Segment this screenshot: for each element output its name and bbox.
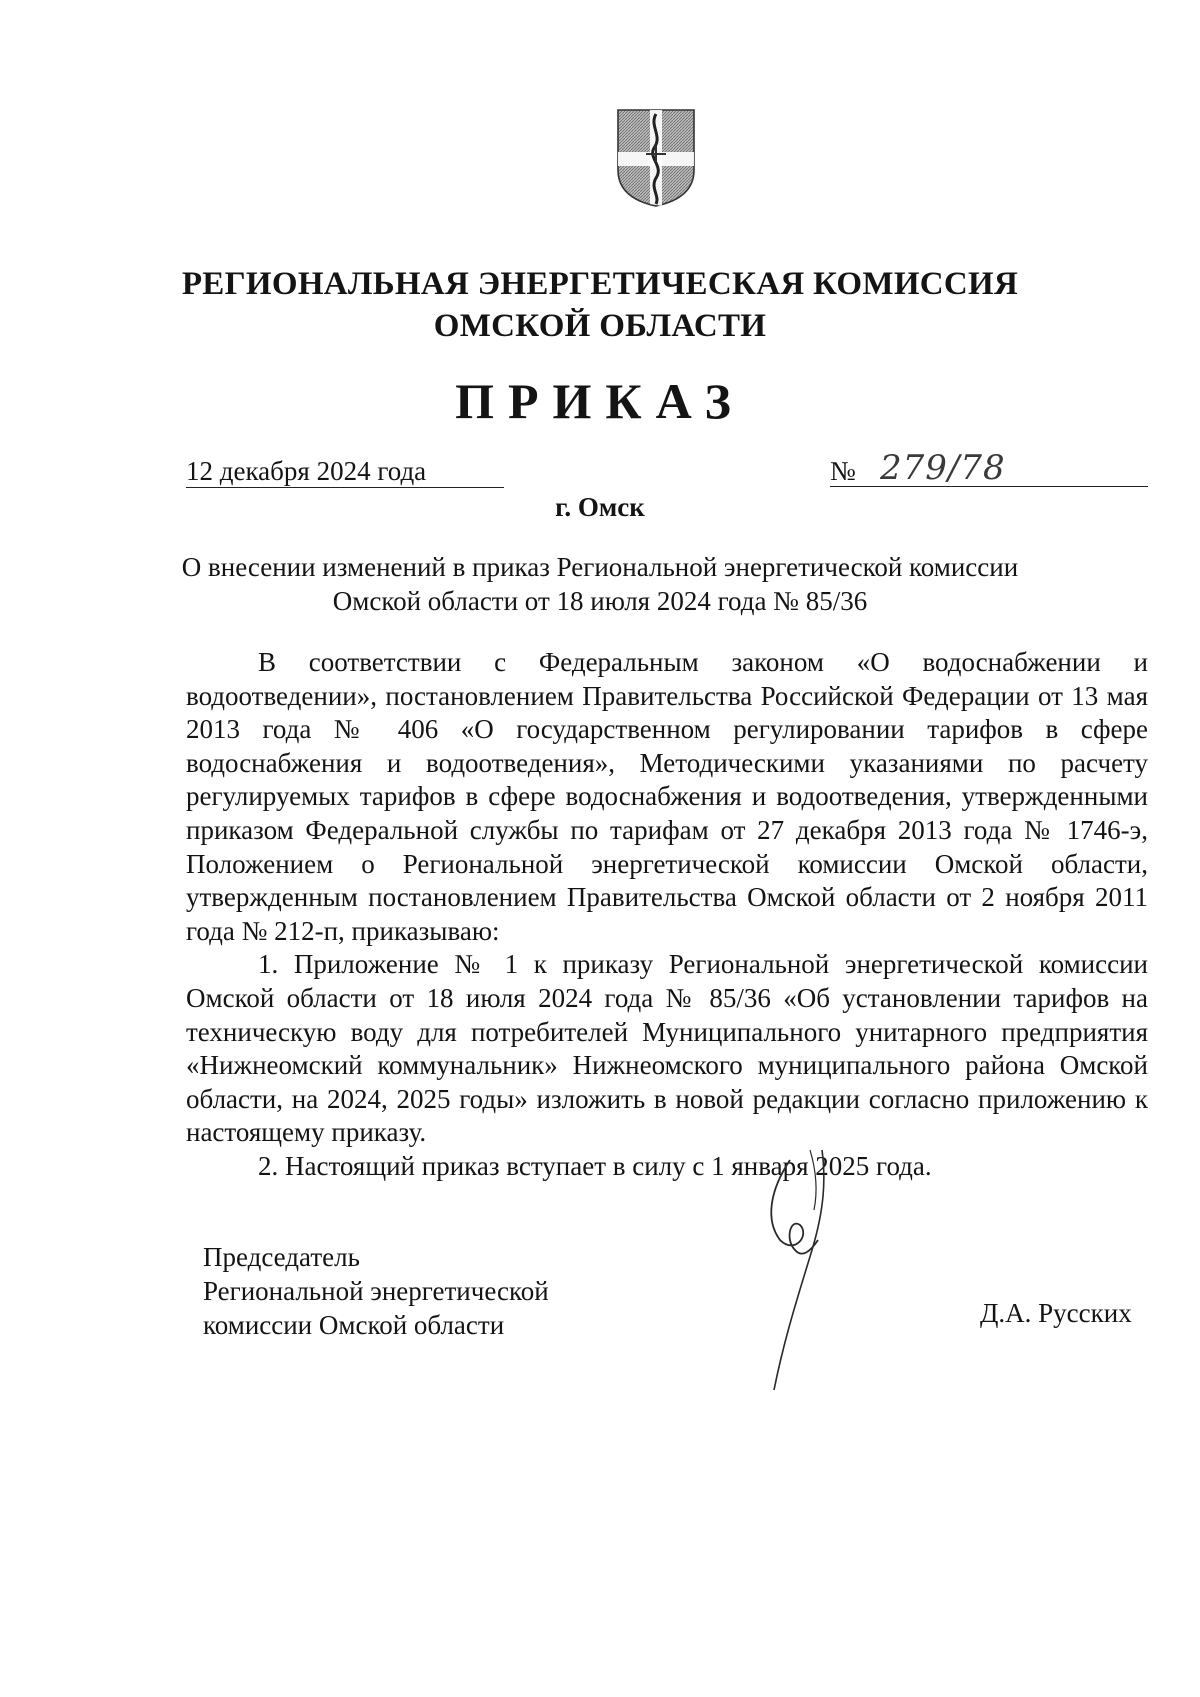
number-sign: №	[830, 456, 856, 486]
organization-name-line2: ОМСКОЙ ОБЛАСТИ	[433, 308, 767, 344]
document-number-field	[830, 448, 1148, 487]
subject-line2: Омской области от 18 июля 2024 года № 85/36	[332, 586, 868, 616]
signatory-title-line2: Региональной энергетической	[203, 1276, 549, 1306]
organization-name-line1: РЕГИОНАЛЬНАЯ ЭНЕРГЕТИЧЕСКАЯ КОМИССИЯ	[181, 266, 1019, 302]
document-body	[186, 646, 1148, 1184]
signatory-title-line1: Председатель	[203, 1242, 360, 1272]
document-type-title: ПРИКАЗ	[455, 373, 745, 429]
preamble-paragraph: В соответствии с Федеральным законом «О водоснабжении и водоотведении», постановлением Правительства Российской Федерации от 13 мая 2013 года № 406 «О государственном регулировании тарифов в сфере водоснабжения и водоотведения», Методическими указаниями по расчету регулируемых тарифов в сфере водоснабжения и водоотведения, утвержденными приказом Федеральной службы по тарифам от 27 декабря 2013 года № 1746-э, Положением о Региональной энергетической комиссии Омской области, утвержденным постановлением Правительства Омской области от 2 ноября 2011 года № 212-п, приказываю:	[186, 647, 1148, 946]
signatory-title-line3: комиссии Омской области	[203, 1310, 505, 1340]
handwritten-number: 279/78	[880, 448, 1006, 488]
signatory-title	[203, 1240, 549, 1342]
signer-name: Д.А. Русских	[980, 1298, 1132, 1328]
document-subject	[150, 550, 1050, 618]
city: г. Омск	[555, 492, 645, 522]
item-2-paragraph: 2. Настоящий приказ вступает в силу с 1 января 2025 года.	[258, 1150, 932, 1181]
handwritten-signature-icon	[740, 1140, 900, 1400]
item-1-paragraph: 1. Приложение № 1 к приказу Региональной энергетической комиссии Омской области от 18 июля 2024 года № 85/36 «Об установлении тарифов на техническую воду для потребителей Муниципального унитарного предприятия «Нижнеомский коммунальник» Нижнеомского муниципального района Омской области, на 2024, 2025 годы» изложить в новой редакции согласно приложению к настоящему приказу.	[186, 949, 1148, 1148]
document-date: 12 декабря 2024 года	[186, 456, 504, 488]
subject-line1: О внесении изменений в приказ Региональной энергетической комиссии	[181, 552, 1019, 582]
omsk-coat-of-arms-icon	[616, 108, 696, 208]
